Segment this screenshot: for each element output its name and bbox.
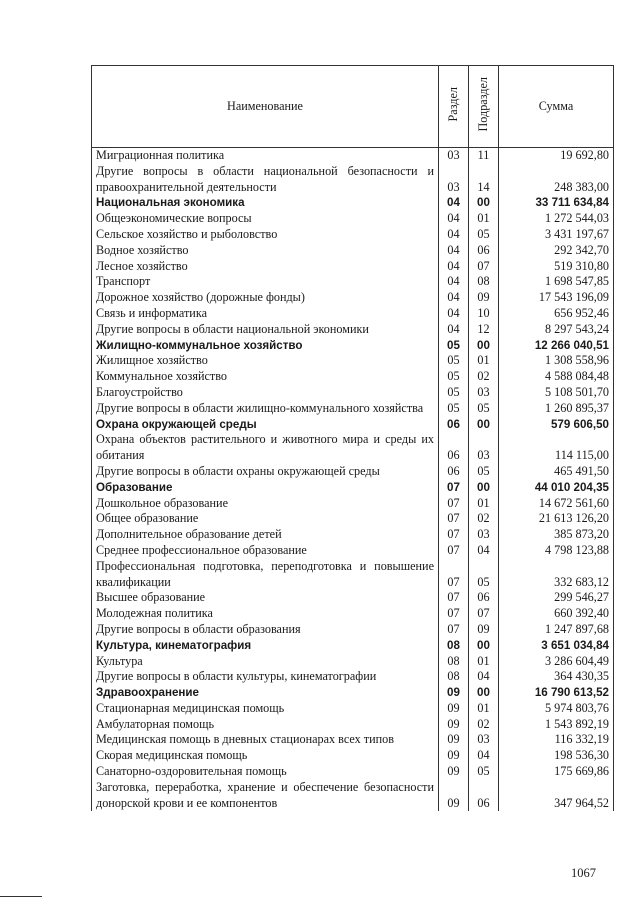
row-name: Образование <box>92 480 439 496</box>
table-row <box>92 306 614 322</box>
row-section-code: 09 <box>439 685 469 701</box>
row-name: Водное хозяйство <box>92 243 439 259</box>
row-subsection-code: 01 <box>469 353 499 369</box>
row-name: Профессиональная подготовка, переподготовка и повышение квалификации <box>92 559 439 591</box>
header-subsection-label: Подраздел <box>475 76 490 132</box>
row-name: Жилищно-коммунальное хозяйство <box>92 338 439 354</box>
row-subsection-code: 00 <box>469 638 499 654</box>
row-sum: 116 332,19 <box>499 732 614 748</box>
row-sum: 3 286 604,49 <box>499 654 614 670</box>
row-sum: 44 010 204,35 <box>499 480 614 496</box>
table-row-section-total <box>92 480 614 496</box>
row-subsection-code: 07 <box>469 606 499 622</box>
table-row <box>92 717 614 733</box>
row-sum: 519 310,80 <box>499 259 614 275</box>
table-row <box>92 590 614 606</box>
row-subsection-code: 04 <box>469 748 499 764</box>
row-name: Охрана объектов растительного и животного мира и среды их обитания <box>92 432 439 464</box>
row-name: Стационарная медицинская помощь <box>92 701 439 717</box>
row-section-code: 08 <box>439 654 469 670</box>
table-row-section-total <box>92 685 614 701</box>
row-name: Дорожное хозяйство (дорожные фонды) <box>92 290 439 306</box>
table-row <box>92 511 614 527</box>
row-name: Другие вопросы в области жилищно-коммунального хозяйства <box>92 401 439 417</box>
row-section-code: 09 <box>439 764 469 780</box>
table-body <box>92 148 614 812</box>
row-subsection-code: 06 <box>469 780 499 812</box>
row-section-code: 07 <box>439 622 469 638</box>
table-row <box>92 543 614 559</box>
row-sum: 4 798 123,88 <box>499 543 614 559</box>
row-name: Общее образование <box>92 511 439 527</box>
table-row <box>92 401 614 417</box>
row-sum: 8 297 543,24 <box>499 322 614 338</box>
row-name: Скорая медицинская помощь <box>92 748 439 764</box>
header-sum: Сумма <box>499 66 614 148</box>
row-sum: 1 260 895,37 <box>499 401 614 417</box>
row-name: Охрана окружающей среды <box>92 417 439 433</box>
table-row <box>92 780 614 812</box>
row-name: Другие вопросы в области культуры, кинематографии <box>92 669 439 685</box>
table-row <box>92 274 614 290</box>
table-row <box>92 654 614 670</box>
row-name: Миграционная политика <box>92 148 439 164</box>
row-sum: 347 964,52 <box>499 780 614 812</box>
row-sum: 5 974 803,76 <box>499 701 614 717</box>
row-subsection-code: 07 <box>469 259 499 275</box>
table-row <box>92 701 614 717</box>
row-name: Другие вопросы в области охраны окружающей среды <box>92 464 439 480</box>
table-row <box>92 243 614 259</box>
row-name: Транспорт <box>92 274 439 290</box>
row-sum: 299 546,27 <box>499 590 614 606</box>
row-section-code: 07 <box>439 496 469 512</box>
table-row <box>92 211 614 227</box>
table-row <box>92 748 614 764</box>
row-sum: 292 342,70 <box>499 243 614 259</box>
table-row <box>92 622 614 638</box>
row-name: Молодежная политика <box>92 606 439 622</box>
row-section-code: 07 <box>439 527 469 543</box>
row-subsection-code: 03 <box>469 527 499 543</box>
table-row <box>92 606 614 622</box>
row-subsection-code: 11 <box>469 148 499 164</box>
row-sum: 332 683,12 <box>499 559 614 591</box>
row-name: Лесное хозяйство <box>92 259 439 275</box>
row-sum: 33 711 634,84 <box>499 195 614 211</box>
row-section-code: 07 <box>439 606 469 622</box>
page-number: 1067 <box>571 866 596 880</box>
row-sum: 579 606,50 <box>499 417 614 433</box>
row-subsection-code: 02 <box>469 511 499 527</box>
row-section-code: 09 <box>439 717 469 733</box>
row-section-code: 09 <box>439 780 469 812</box>
row-section-code: 04 <box>439 227 469 243</box>
row-sum: 385 873,20 <box>499 527 614 543</box>
row-subsection-code: 00 <box>469 417 499 433</box>
row-sum: 1 247 897,68 <box>499 622 614 638</box>
row-sum: 175 669,86 <box>499 764 614 780</box>
header-name: Наименование <box>92 66 439 148</box>
table-row <box>92 432 614 464</box>
row-name: Национальная экономика <box>92 195 439 211</box>
row-subsection-code: 05 <box>469 764 499 780</box>
header-section <box>439 66 469 148</box>
row-subsection-code: 05 <box>469 227 499 243</box>
row-section-code: 03 <box>439 164 469 196</box>
row-sum: 114 115,00 <box>499 432 614 464</box>
row-name: Заготовка, переработка, хранение и обеспечение безопасности донорской крови и ее компонентов <box>92 780 439 812</box>
row-name: Другие вопросы в области образования <box>92 622 439 638</box>
row-sum: 1 308 558,96 <box>499 353 614 369</box>
row-subsection-code: 01 <box>469 654 499 670</box>
row-section-code: 03 <box>439 148 469 164</box>
row-subsection-code: 00 <box>469 195 499 211</box>
row-subsection-code: 03 <box>469 732 499 748</box>
row-section-code: 06 <box>439 417 469 433</box>
row-section-code: 04 <box>439 211 469 227</box>
row-section-code: 05 <box>439 385 469 401</box>
header-section-label: Раздел <box>445 86 460 122</box>
table-header <box>92 66 614 148</box>
row-section-code: 09 <box>439 732 469 748</box>
header-subsection <box>469 66 499 148</box>
row-section-code: 06 <box>439 464 469 480</box>
table-row-section-total <box>92 417 614 433</box>
row-name: Здравоохранение <box>92 685 439 701</box>
row-sum: 1 272 544,03 <box>499 211 614 227</box>
row-sum: 17 543 196,09 <box>499 290 614 306</box>
row-section-code: 04 <box>439 195 469 211</box>
row-subsection-code: 09 <box>469 622 499 638</box>
row-sum: 12 266 040,51 <box>499 338 614 354</box>
row-subsection-code: 03 <box>469 385 499 401</box>
row-sum: 660 392,40 <box>499 606 614 622</box>
row-name: Среднее профессиональное образование <box>92 543 439 559</box>
row-section-code: 09 <box>439 701 469 717</box>
row-section-code: 05 <box>439 369 469 385</box>
row-name: Медицинская помощь в дневных стационарах всех типов <box>92 732 439 748</box>
table-row-section-total <box>92 195 614 211</box>
row-section-code: 07 <box>439 543 469 559</box>
row-subsection-code: 01 <box>469 701 499 717</box>
table-row <box>92 164 614 196</box>
row-section-code: 08 <box>439 669 469 685</box>
footer-rule <box>0 896 42 897</box>
row-subsection-code: 10 <box>469 306 499 322</box>
row-section-code: 07 <box>439 480 469 496</box>
row-section-code: 07 <box>439 559 469 591</box>
table-row <box>92 353 614 369</box>
row-subsection-code: 03 <box>469 432 499 464</box>
row-section-code: 04 <box>439 243 469 259</box>
row-sum: 19 692,80 <box>499 148 614 164</box>
row-sum: 465 491,50 <box>499 464 614 480</box>
row-name: Дошкольное образование <box>92 496 439 512</box>
row-name: Другие вопросы в области национальной экономики <box>92 322 439 338</box>
row-section-code: 04 <box>439 306 469 322</box>
row-sum: 3 651 034,84 <box>499 638 614 654</box>
row-subsection-code: 02 <box>469 369 499 385</box>
row-section-code: 07 <box>439 511 469 527</box>
row-subsection-code: 12 <box>469 322 499 338</box>
row-name: Связь и информатика <box>92 306 439 322</box>
row-sum: 4 588 084,48 <box>499 369 614 385</box>
row-sum: 198 536,30 <box>499 748 614 764</box>
row-name: Дополнительное образование детей <box>92 527 439 543</box>
table-row <box>92 559 614 591</box>
row-section-code: 06 <box>439 432 469 464</box>
row-name: Культура <box>92 654 439 670</box>
row-name: Сельское хозяйство и рыболовство <box>92 227 439 243</box>
row-sum: 16 790 613,52 <box>499 685 614 701</box>
table-row-section-total <box>92 338 614 354</box>
table-row <box>92 764 614 780</box>
table-row <box>92 732 614 748</box>
row-name: Культура, кинематография <box>92 638 439 654</box>
row-name: Жилищное хозяйство <box>92 353 439 369</box>
table-row <box>92 227 614 243</box>
table-row <box>92 322 614 338</box>
table-row <box>92 527 614 543</box>
row-subsection-code: 08 <box>469 274 499 290</box>
row-name: Амбулаторная помощь <box>92 717 439 733</box>
row-sum: 3 431 197,67 <box>499 227 614 243</box>
row-section-code: 08 <box>439 638 469 654</box>
row-sum: 1 543 892,19 <box>499 717 614 733</box>
row-section-code: 05 <box>439 353 469 369</box>
row-section-code: 04 <box>439 259 469 275</box>
row-sum: 1 698 547,85 <box>499 274 614 290</box>
row-sum: 21 613 126,20 <box>499 511 614 527</box>
row-section-code: 05 <box>439 338 469 354</box>
row-name: Санаторно-оздоровительная помощь <box>92 764 439 780</box>
row-section-code: 07 <box>439 590 469 606</box>
row-sum: 5 108 501,70 <box>499 385 614 401</box>
row-subsection-code: 05 <box>469 464 499 480</box>
budget-table <box>91 65 614 811</box>
table-row <box>92 385 614 401</box>
table-row <box>92 290 614 306</box>
row-sum: 364 430,35 <box>499 669 614 685</box>
row-name: Коммунальное хозяйство <box>92 369 439 385</box>
row-subsection-code: 00 <box>469 685 499 701</box>
row-name: Другие вопросы в области национальной безопасности и правоохранительной деятельности <box>92 164 439 196</box>
table-row <box>92 669 614 685</box>
table-row <box>92 148 614 164</box>
row-subsection-code: 06 <box>469 590 499 606</box>
table-row <box>92 496 614 512</box>
row-subsection-code: 14 <box>469 164 499 196</box>
row-sum: 248 383,00 <box>499 164 614 196</box>
row-subsection-code: 09 <box>469 290 499 306</box>
row-subsection-code: 01 <box>469 496 499 512</box>
row-section-code: 04 <box>439 322 469 338</box>
row-name: Высшее образование <box>92 590 439 606</box>
row-subsection-code: 00 <box>469 480 499 496</box>
row-section-code: 04 <box>439 274 469 290</box>
table-row <box>92 259 614 275</box>
row-section-code: 09 <box>439 748 469 764</box>
row-subsection-code: 04 <box>469 543 499 559</box>
row-subsection-code: 00 <box>469 338 499 354</box>
row-subsection-code: 02 <box>469 717 499 733</box>
row-section-code: 05 <box>439 401 469 417</box>
row-sum: 656 952,46 <box>499 306 614 322</box>
row-subsection-code: 05 <box>469 401 499 417</box>
row-sum: 14 672 561,60 <box>499 496 614 512</box>
row-name: Благоустройство <box>92 385 439 401</box>
row-section-code: 04 <box>439 290 469 306</box>
table-row-section-total <box>92 638 614 654</box>
row-subsection-code: 01 <box>469 211 499 227</box>
row-name: Общеэкономические вопросы <box>92 211 439 227</box>
row-subsection-code: 06 <box>469 243 499 259</box>
table-row <box>92 464 614 480</box>
row-subsection-code: 05 <box>469 559 499 591</box>
table-row <box>92 369 614 385</box>
row-subsection-code: 04 <box>469 669 499 685</box>
